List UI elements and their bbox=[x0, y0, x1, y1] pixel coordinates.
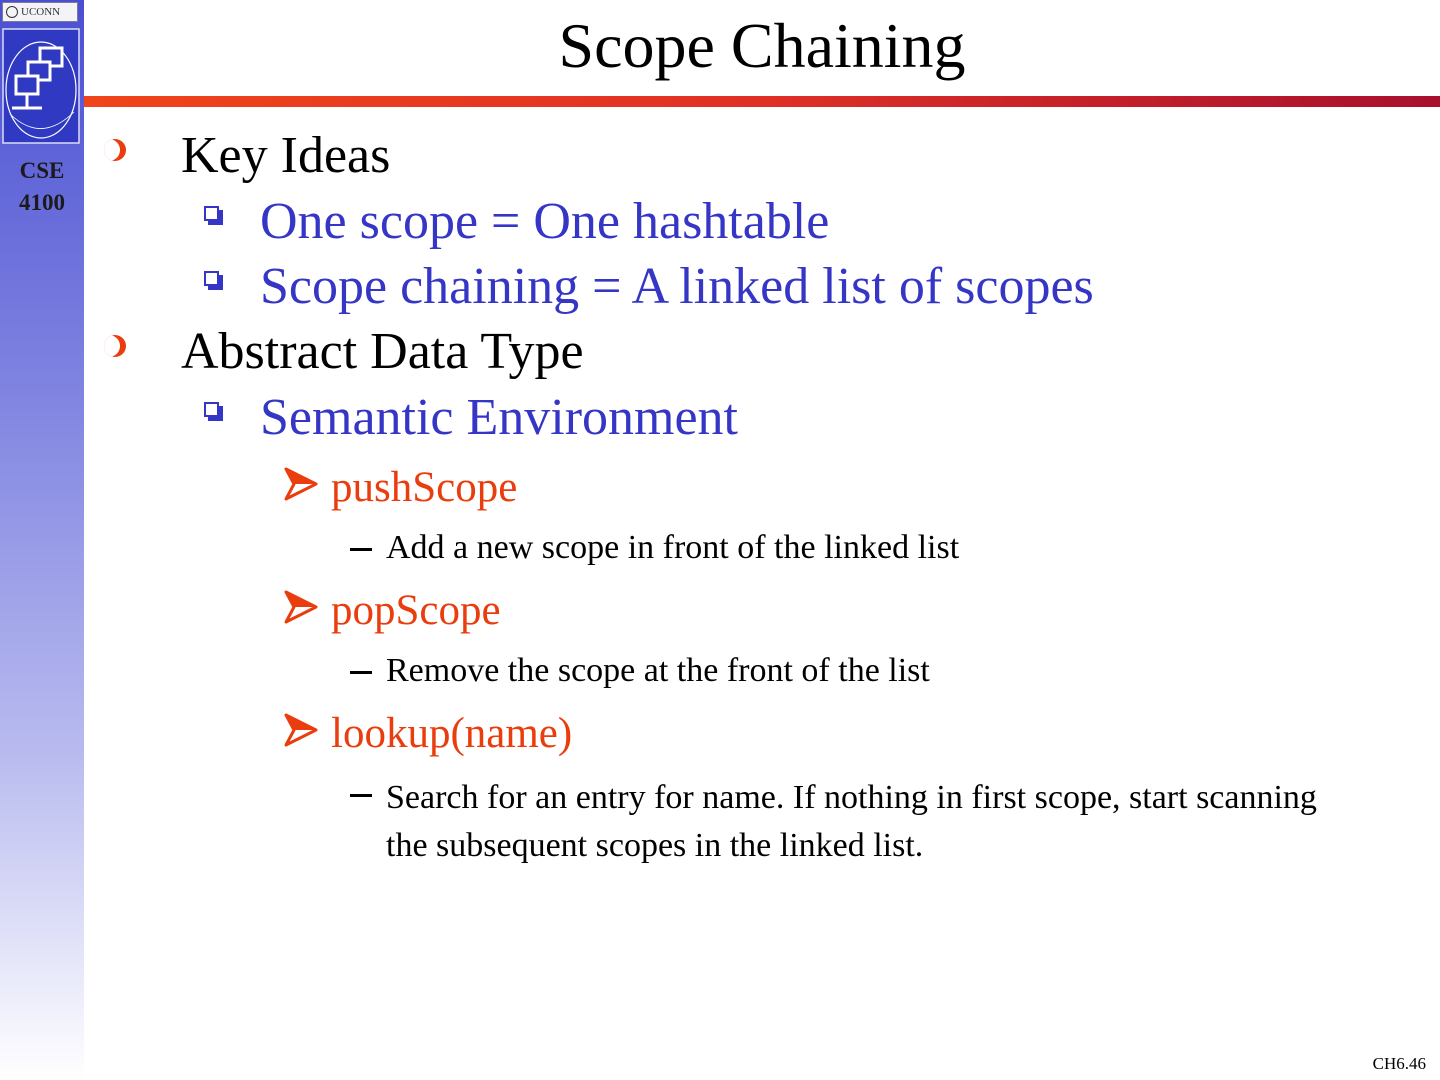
seal-mark-icon bbox=[6, 6, 18, 18]
course-code-line1: CSE bbox=[19, 158, 65, 183]
uconn-logo bbox=[2, 2, 78, 22]
arrow-bullet-icon bbox=[282, 589, 318, 625]
arrow-bullet-icon bbox=[282, 466, 318, 502]
bullet-push-scope: pushScope bbox=[331, 464, 518, 511]
bullet-one-scope: One scope = One hashtable bbox=[260, 193, 830, 250]
push-scope-description: Add a new scope in front of the linked list bbox=[386, 529, 960, 566]
bullet-semantic-env: Semantic Environment bbox=[260, 389, 739, 446]
square-bullet-icon bbox=[204, 402, 226, 424]
department-seal-icon bbox=[2, 28, 80, 144]
dash-bullet-icon bbox=[350, 794, 372, 797]
uconn-logo-text: UCONN bbox=[21, 6, 61, 18]
hollow-circle-bullet-icon bbox=[104, 335, 126, 357]
bullet-scope-chaining: Scope chaining = A linked list of scopes bbox=[260, 258, 1094, 315]
square-bullet-icon bbox=[204, 206, 226, 228]
course-code-line2: 4100 bbox=[19, 190, 65, 215]
bullet-pop-scope: popScope bbox=[331, 587, 501, 634]
lookup-description: Search for an entry for name. If nothing in first scope, start scanning the subsequent scopes in the linked list. bbox=[386, 779, 1317, 864]
bullet-lookup: lookup(name) bbox=[331, 710, 573, 757]
dash-bullet-icon bbox=[350, 548, 372, 551]
course-code bbox=[0, 155, 84, 219]
arrow-bullet-icon bbox=[282, 712, 318, 748]
title-divider bbox=[84, 96, 1440, 107]
slide-number: CH6.46 bbox=[1372, 1054, 1426, 1073]
dash-bullet-icon bbox=[350, 671, 372, 674]
pop-scope-description: Remove the scope at the front of the list bbox=[386, 652, 930, 689]
square-bullet-icon bbox=[204, 271, 226, 293]
bullet-adt: Abstract Data Type bbox=[181, 323, 584, 380]
sidebar bbox=[0, 0, 84, 1080]
hollow-circle-bullet-icon bbox=[104, 139, 126, 161]
bullet-key-ideas: Key Ideas bbox=[181, 127, 391, 184]
slide-title: Scope Chaining bbox=[558, 10, 966, 81]
